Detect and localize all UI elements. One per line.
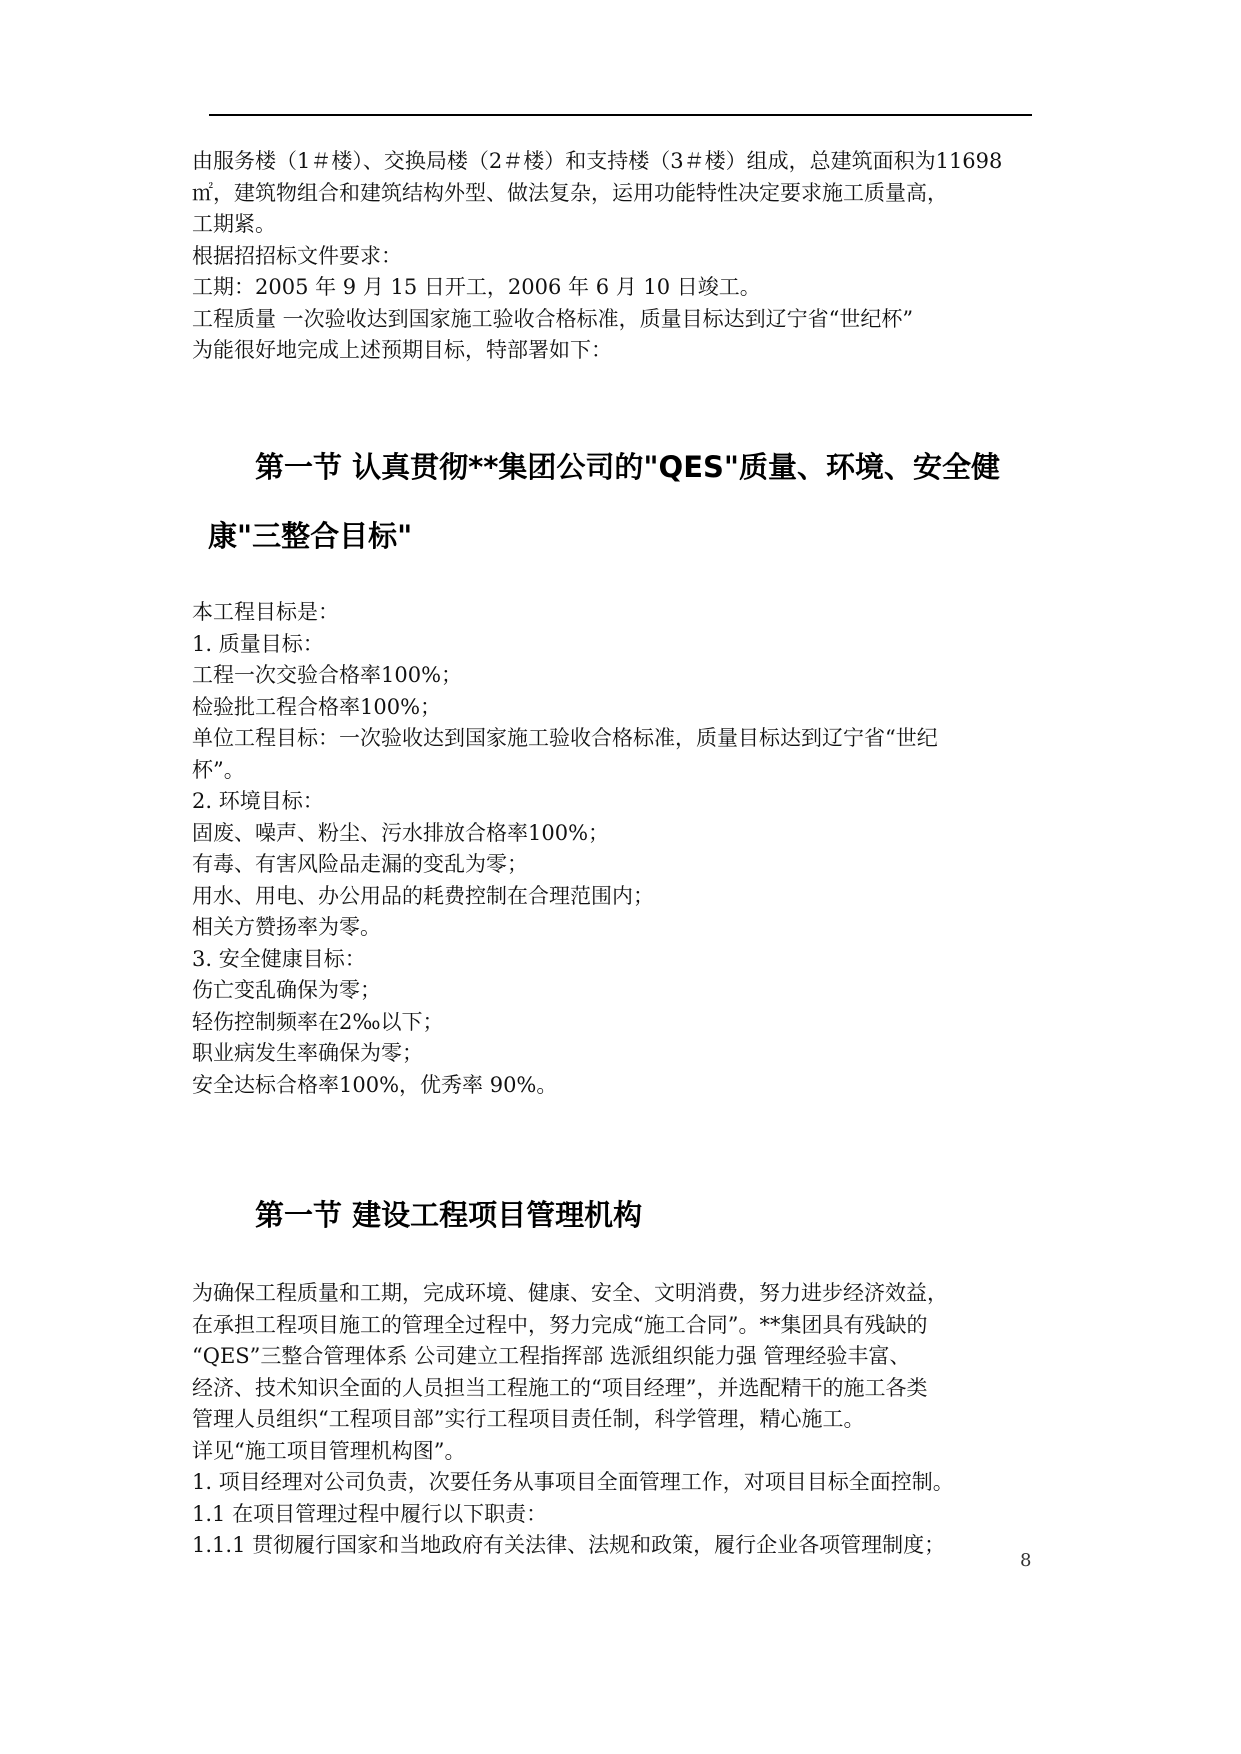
header-rule xyxy=(209,114,1032,116)
intro-paragraph xyxy=(192,146,1092,367)
text-line: 工程一次交验合格率100%； xyxy=(192,663,463,687)
text-line: 管理人员组织“工程项目部”实行工程项目责任制，科学管理，精心施工。 xyxy=(192,1407,865,1431)
text-line: 工期：2005 年 9 月 15 日开工，2006 年 6 月 10 日竣工。 xyxy=(192,275,761,299)
text-line: 为能很好地完成上述预期目标，特部署如下： xyxy=(192,338,612,362)
text-line: 2. 环境目标： xyxy=(192,789,324,813)
section-heading-qes-line1: 第一节 认真贯彻**集团公司的"QES"质量、环境、安全健 xyxy=(255,450,1000,484)
text-line: 为确保工程质量和工期，完成环境、健康、安全、文明消费，努力进步经济效益， xyxy=(192,1281,948,1305)
text-line: 杯”。 xyxy=(192,757,245,782)
section-heading-qes-line2: 康"三整合目标" xyxy=(208,519,413,553)
text-line: 根据招招标文件要求： xyxy=(192,243,402,268)
text-line: 由服务楼（1＃楼）、交换局楼（2＃楼）和支持楼（3＃楼）组成，总建筑面积为11698 xyxy=(192,149,1003,173)
goals-list xyxy=(192,597,1092,1101)
text-line: 1.1.1 贯彻履行国家和当地政府有关法律、法规和政策，履行企业各项管理制度； xyxy=(192,1533,946,1557)
page-number: 8 xyxy=(1020,1550,1032,1571)
text-line: 安全达标合格率100%，优秀率 90%。 xyxy=(192,1072,558,1097)
text-line: 职业病发生率确保为零； xyxy=(192,1041,423,1065)
text-line: 在承担工程项目施工的管理全过程中，努力完成“施工合同”。**集团具有残缺的 xyxy=(192,1312,928,1337)
text-line: 3. 安全健康目标： xyxy=(192,946,366,971)
text-line: 1. 项目经理对公司负责，次要任务从事项目全面管理工作，对项目目标全面控制。 xyxy=(192,1470,954,1494)
text-line: 用水、用电、办公用品的耗费控制在合理范围内； xyxy=(192,883,654,908)
text-line: 有毒、有害风险品走漏的变乱为零； xyxy=(192,852,528,876)
text-line: 工程质量 一次验收达到国家施工验收合格标准，质量目标达到辽宁省“世纪杯” xyxy=(192,306,914,331)
text-line: 经济、技术知识全面的人员担当工程施工的“项目经理”，并选配精干的施工各类 xyxy=(192,1375,928,1400)
text-line: 轻伤控制频率在2‰以下； xyxy=(192,1009,444,1034)
text-line: 本工程目标是： xyxy=(192,600,339,624)
text-line: 详见“施工项目管理机构图”。 xyxy=(192,1438,466,1463)
text-line: 1. 质量目标： xyxy=(192,631,324,656)
text-line: 固废、噪声、粉尘、污水排放合格率100%； xyxy=(192,820,610,845)
text-line: “QES”三整合管理体系 公司建立工程指挥部 选派组织能力强 管理经验丰富、 xyxy=(192,1344,911,1368)
text-line: 伤亡变乱确保为零； xyxy=(192,978,381,1002)
text-line: 检验批工程合格率100%； xyxy=(192,694,442,719)
text-line: 单位工程目标：一次验收达到国家施工验收合格标准，质量目标达到辽宁省“世纪 xyxy=(192,726,938,750)
text-line: 1.1 在项目管理过程中履行以下职责： xyxy=(192,1501,548,1526)
section-heading-management: 第一节 建设工程项目管理机构 xyxy=(255,1198,643,1232)
management-paragraph xyxy=(192,1278,1092,1562)
text-line: ㎡，建筑物组合和建筑结构外型、做法复杂，运用功能特性决定要求施工质量高， xyxy=(192,180,948,205)
text-line: 相关方赞扬率为零。 xyxy=(192,915,381,939)
text-line: 工期紧。 xyxy=(192,212,276,236)
